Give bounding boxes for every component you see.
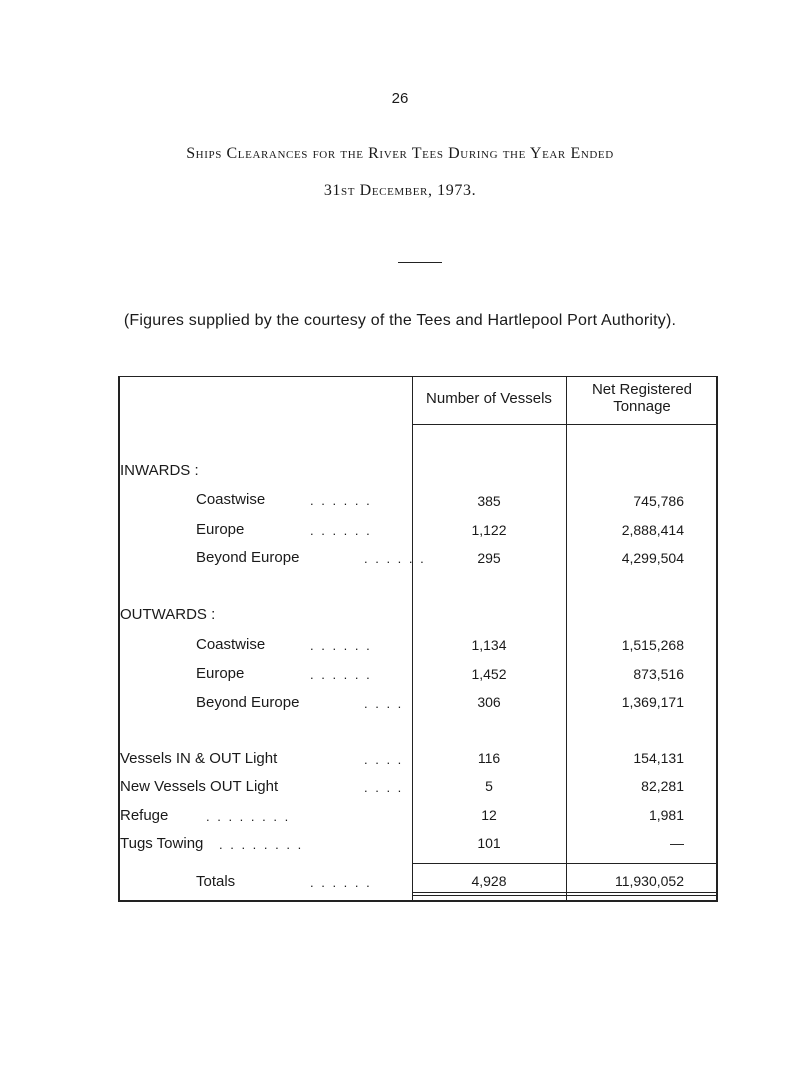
cell-tonnage: 1,515,268	[621, 637, 684, 653]
cell-tonnage: —	[670, 835, 684, 851]
cell-vessels: 1,452	[471, 666, 507, 682]
total-tonnage: 11,930,052	[614, 873, 684, 889]
leader-dots: . . . . . . . .	[219, 837, 304, 852]
table-right-border	[716, 376, 718, 902]
inwards-heading: INWARDS :	[120, 462, 199, 479]
cell-vessels: 385	[477, 493, 501, 509]
totals-top-rule	[412, 863, 718, 864]
cell-tonnage: 82,281	[641, 778, 684, 794]
row-label: Beyond Europe	[196, 549, 300, 566]
row-label: Europe	[196, 665, 245, 682]
cell-tonnage: 1,369,171	[621, 694, 684, 710]
header-net-registered-tonnage: Net Registered Tonnage	[591, 381, 693, 415]
clearances-table	[118, 376, 718, 902]
cell-vessels: 1,134	[471, 637, 507, 653]
cell-tonnage: 745,786	[633, 493, 684, 509]
row-label: Coastwise	[196, 636, 266, 653]
leader-dots: . . . . . .	[310, 875, 372, 890]
leader-dots: . . . . . .	[310, 667, 372, 682]
row-label: Beyond Europe	[196, 694, 300, 711]
page-subtitle-date: 31st December, 1973.	[323, 182, 477, 199]
cell-tonnage: 4,299,504	[621, 550, 684, 566]
source-note: (Figures supplied by the courtesy of the Tees and Hartlepool Port Authority).	[123, 312, 677, 329]
cell-tonnage: 873,516	[633, 666, 684, 682]
table-top-border	[118, 376, 718, 377]
leader-dots: . . . . . .	[310, 638, 372, 653]
row-label: Refuge	[120, 807, 169, 824]
row-label: New Vessels OUT Light	[120, 778, 279, 795]
page-title: Ships Clearances for the River Tees During the Year Ended	[186, 145, 614, 162]
title-divider	[398, 262, 442, 263]
total-vessels: 4,928	[471, 873, 507, 889]
cell-vessels: 1,122	[471, 522, 507, 538]
cell-vessels: 101	[477, 835, 501, 851]
leader-dots: . . . . . .	[310, 493, 372, 508]
row-label: Coastwise	[196, 491, 266, 508]
cell-vessels: 295	[477, 550, 501, 566]
row-label: Europe	[196, 521, 245, 538]
cell-tonnage: 2,888,414	[621, 522, 684, 538]
cell-tonnage: 1,981	[648, 807, 684, 823]
cell-vessels: 116	[477, 750, 501, 766]
header-number-of-vessels: Number of Vessels	[426, 390, 552, 407]
row-label: Tugs Towing	[120, 835, 204, 852]
header-underline	[412, 424, 718, 425]
leader-dots: . . . . . . . .	[206, 809, 291, 824]
table-bottom-border	[118, 900, 718, 902]
totals-double-rule-a	[412, 892, 718, 893]
leader-dots: . . . .	[364, 780, 404, 795]
leader-dots: . . . .	[364, 752, 404, 767]
page-number: 26	[391, 90, 409, 107]
cell-vessels: 306	[477, 694, 501, 710]
cell-vessels: 5	[485, 778, 493, 794]
row-label: Vessels IN & OUT Light	[120, 750, 278, 767]
leader-dots: . . . . . .	[310, 523, 372, 538]
leader-dots: . . . .	[364, 696, 404, 711]
cell-tonnage: 154,131	[633, 750, 684, 766]
leader-dots: . . . . . .	[364, 551, 426, 566]
totals-label: Totals	[196, 873, 236, 890]
totals-double-rule-b	[412, 895, 718, 896]
outwards-heading: OUTWARDS :	[120, 606, 216, 623]
cell-vessels: 12	[481, 807, 497, 823]
